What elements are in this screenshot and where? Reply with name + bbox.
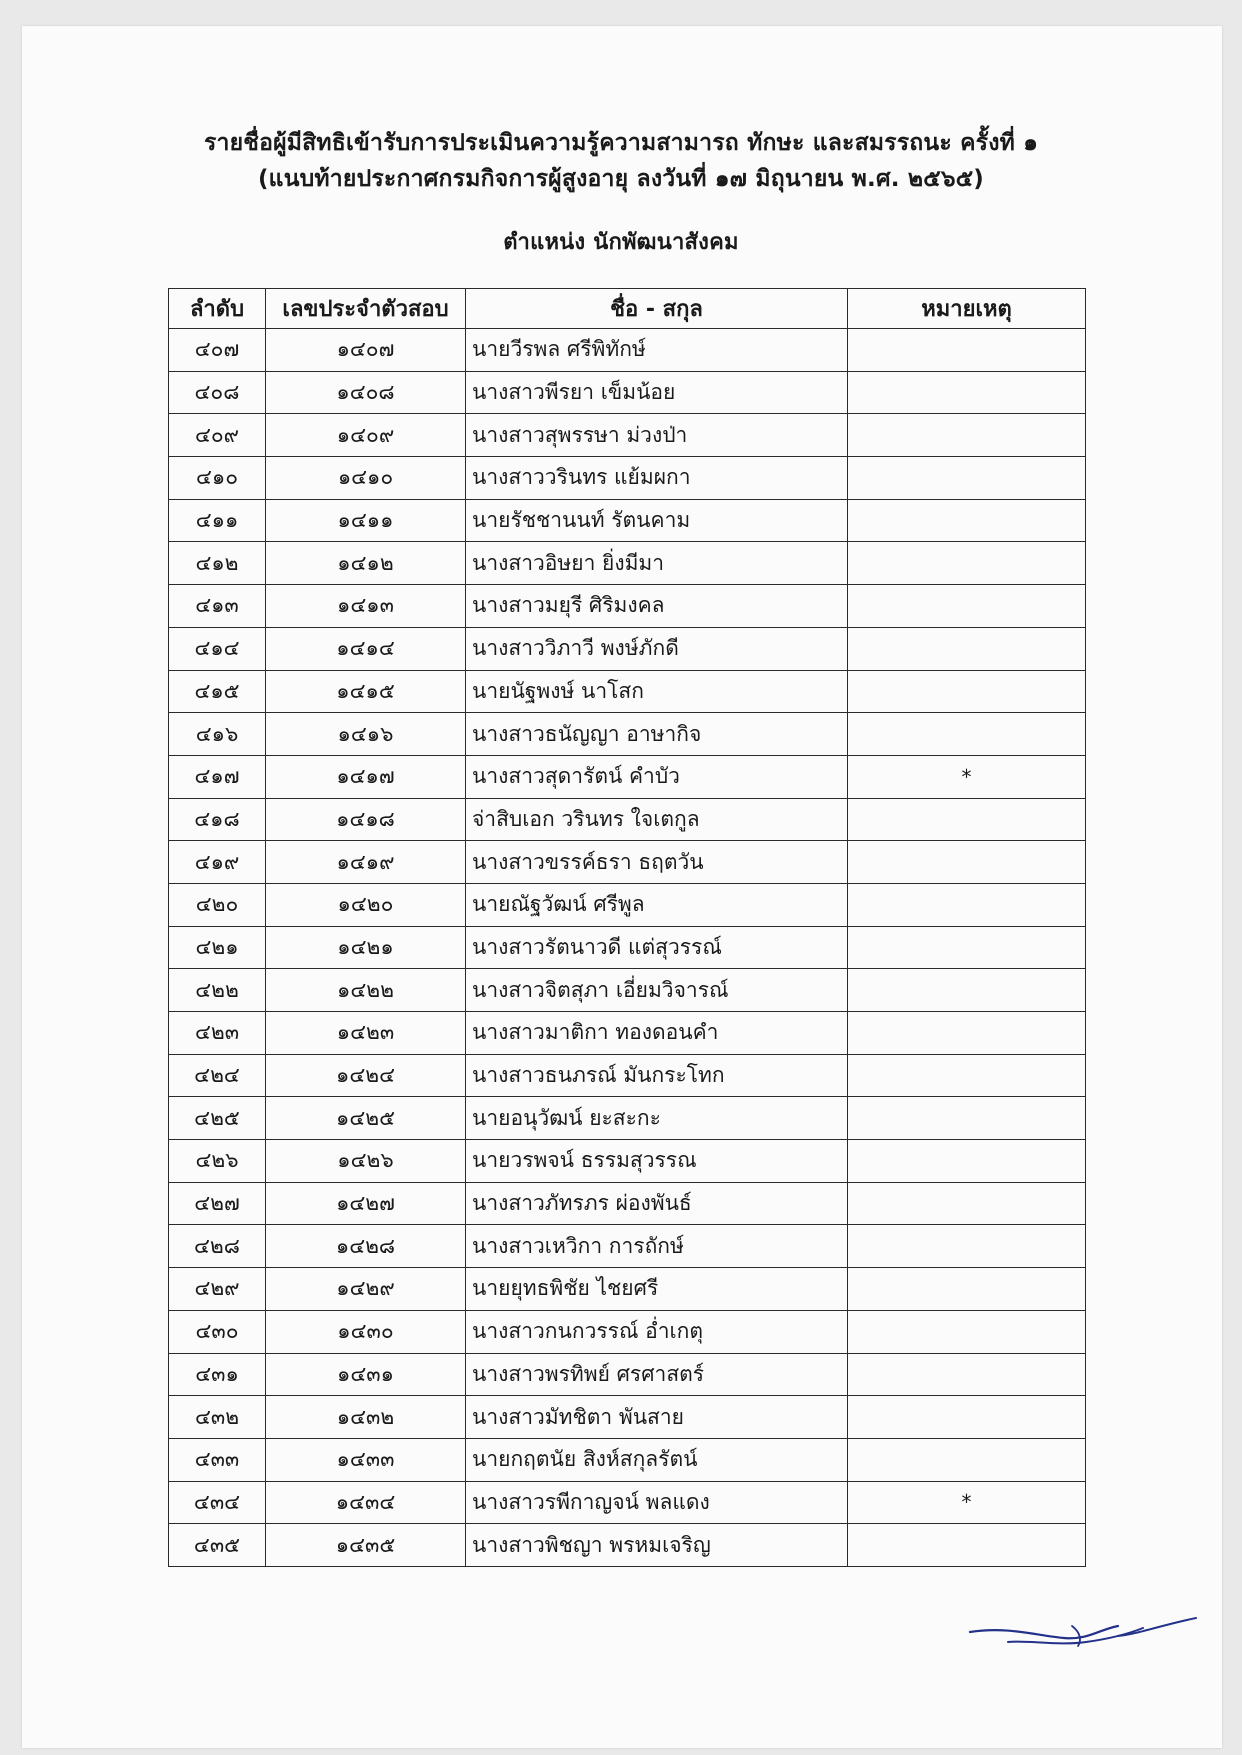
cell-sequence: ๔๒๔: [169, 1054, 266, 1097]
cell-remarks: [848, 1054, 1086, 1097]
cell-exam-id: ๑๔๑๔: [266, 627, 466, 670]
cell-full-name: นางสาวพิชญา พรหมเจริญ: [466, 1524, 848, 1567]
cell-full-name: นางสาวรพีกาญจน์ พลแดง: [466, 1481, 848, 1524]
cell-exam-id: ๑๔๒๔: [266, 1054, 466, 1097]
cell-sequence: ๔๑๖: [169, 713, 266, 756]
cell-sequence: ๔๒๙: [169, 1268, 266, 1311]
header-exam-id: เลขประจำตัวสอบ: [266, 289, 466, 329]
cell-exam-id: ๑๔๒๘: [266, 1225, 466, 1268]
cell-sequence: ๔๐๘: [169, 371, 266, 414]
cell-full-name: นางสาวมยุรี ศิริมงคล: [466, 585, 848, 628]
cell-sequence: ๔๑๓: [169, 585, 266, 628]
cell-full-name: นายวีรพล ศรีพิทักษ์: [466, 329, 848, 372]
cell-remarks: [848, 670, 1086, 713]
cell-sequence: ๔๑๙: [169, 841, 266, 884]
cell-exam-id: ๑๔๒๗: [266, 1182, 466, 1225]
cell-exam-id: ๑๔๒๑: [266, 926, 466, 969]
cell-remarks: [848, 1310, 1086, 1353]
table-row: [169, 329, 1086, 372]
cell-remarks: *: [848, 1481, 1086, 1524]
table-row: [169, 1481, 1086, 1524]
cell-full-name: นางสาวอิษยา ยิ่งมีมา: [466, 542, 848, 585]
header-sequence: ลำดับ: [169, 289, 266, 329]
table-row: [169, 755, 1086, 798]
cell-sequence: ๔๑๐: [169, 457, 266, 500]
table-row: [169, 542, 1086, 585]
cell-sequence: ๔๑๑: [169, 499, 266, 542]
cell-remarks: [848, 329, 1086, 372]
cell-exam-id: ๑๔๑๕: [266, 670, 466, 713]
cell-sequence: ๔๑๒: [169, 542, 266, 585]
cell-sequence: ๔๓๕: [169, 1524, 266, 1567]
cell-full-name: นางสาวมาติกา ทองดอนคำ: [466, 1012, 848, 1055]
cell-remarks: [848, 841, 1086, 884]
cell-sequence: ๔๓๑: [169, 1353, 266, 1396]
cell-exam-id: ๑๔๓๒: [266, 1396, 466, 1439]
cell-exam-id: ๑๔๓๕: [266, 1524, 466, 1567]
cell-sequence: ๔๐๙: [169, 414, 266, 457]
cell-full-name: นางสาวกนกวรรณ์ อ่ำเกตุ: [466, 1310, 848, 1353]
cell-sequence: ๔๑๘: [169, 798, 266, 841]
cell-exam-id: ๑๔๓๑: [266, 1353, 466, 1396]
cell-remarks: [848, 585, 1086, 628]
cell-exam-id: ๑๔๐๙: [266, 414, 466, 457]
cell-remarks: [848, 499, 1086, 542]
cell-sequence: ๔๓๐: [169, 1310, 266, 1353]
table-row: [169, 883, 1086, 926]
cell-full-name: นายอนุวัฒน์ ยะสะกะ: [466, 1097, 848, 1140]
table-row: [169, 1182, 1086, 1225]
cell-full-name: นายยุทธพิชัย ไชยศรี: [466, 1268, 848, 1311]
cell-remarks: [848, 798, 1086, 841]
table-row: [169, 1396, 1086, 1439]
cell-remarks: [848, 1268, 1086, 1311]
cell-exam-id: ๑๔๑๗: [266, 755, 466, 798]
cell-sequence: ๔๓๒: [169, 1396, 266, 1439]
cell-remarks: [848, 713, 1086, 756]
header-full-name: ชื่อ - สกุล: [466, 289, 848, 329]
table-body: [169, 329, 1086, 1567]
cell-full-name: นางสาวธนัญญา อาษากิจ: [466, 713, 848, 756]
table-row: [169, 1310, 1086, 1353]
cell-sequence: ๔๒๒: [169, 969, 266, 1012]
signature: [968, 1612, 1198, 1662]
cell-remarks: [848, 457, 1086, 500]
table-row: [169, 457, 1086, 500]
cell-full-name: นางสาวสุพรรษา ม่วงป่า: [466, 414, 848, 457]
cell-sequence: ๔๒๗: [169, 1182, 266, 1225]
cell-full-name: นายรัชชานนท์ รัตนคาม: [466, 499, 848, 542]
cell-full-name: นางสาวสุดารัตน์ คำบัว: [466, 755, 848, 798]
cell-sequence: ๔๐๗: [169, 329, 266, 372]
cell-full-name: นางสาวพรทิพย์ ศรศาสตร์: [466, 1353, 848, 1396]
cell-exam-id: ๑๔๑๙: [266, 841, 466, 884]
cell-exam-id: ๑๔๑๘: [266, 798, 466, 841]
table-row: [169, 499, 1086, 542]
cell-remarks: [848, 1097, 1086, 1140]
table-row: [169, 371, 1086, 414]
cell-full-name: นางสาวธนภรณ์ มันกระโทก: [466, 1054, 848, 1097]
cell-remarks: [848, 1396, 1086, 1439]
cell-sequence: ๔๑๗: [169, 755, 266, 798]
table-row: [169, 414, 1086, 457]
cell-full-name: นางสาววรินทร แย้มผกา: [466, 457, 848, 500]
table-row: [169, 1097, 1086, 1140]
cell-exam-id: ๑๔๒๒: [266, 969, 466, 1012]
table-row: [169, 1140, 1086, 1183]
cell-full-name: นางสาวเหวิกา การถักษ์: [466, 1225, 848, 1268]
table-row: [169, 713, 1086, 756]
cell-remarks: [848, 1225, 1086, 1268]
cell-exam-id: ๑๔๓๔: [266, 1481, 466, 1524]
table-row: [169, 627, 1086, 670]
cell-exam-id: ๑๔๒๓: [266, 1012, 466, 1055]
position-label: ตำแหน่ง นักพัฒนาสังคม: [503, 230, 739, 255]
cell-sequence: ๔๒๐: [169, 883, 266, 926]
cell-remarks: [848, 1140, 1086, 1183]
cell-remarks: *: [848, 755, 1086, 798]
table-row: [169, 1353, 1086, 1396]
cell-remarks: [848, 542, 1086, 585]
cell-exam-id: ๑๔๐๘: [266, 371, 466, 414]
cell-full-name: นางสาวขรรค์ธรา ธฤตวัน: [466, 841, 848, 884]
cell-sequence: ๔๑๕: [169, 670, 266, 713]
candidate-table: [168, 288, 1086, 1567]
cell-remarks: [848, 926, 1086, 969]
table-row: [169, 969, 1086, 1012]
table-row: [169, 1012, 1086, 1055]
cell-sequence: ๔๒๑: [169, 926, 266, 969]
cell-full-name: นางสาวจิตสุภา เอี่ยมวิจารณ์: [466, 969, 848, 1012]
cell-exam-id: ๑๔๓๐: [266, 1310, 466, 1353]
cell-full-name: นางสาวพีรยา เข็มน้อย: [466, 371, 848, 414]
cell-exam-id: ๑๔๒๙: [266, 1268, 466, 1311]
table-header-row: [169, 289, 1086, 329]
table-row: [169, 926, 1086, 969]
cell-remarks: [848, 414, 1086, 457]
cell-full-name: นายณัฐวัฒน์ ศรีพูล: [466, 883, 848, 926]
table-row: [169, 841, 1086, 884]
cell-remarks: [848, 1353, 1086, 1396]
cell-full-name: จ่าสิบเอก วรินทร ใจเตกูล: [466, 798, 848, 841]
header-remarks: หมายเหตุ: [848, 289, 1086, 329]
cell-remarks: [848, 883, 1086, 926]
cell-exam-id: ๑๔๑๑: [266, 499, 466, 542]
cell-full-name: นายนัฐพงษ์ นาโสก: [466, 670, 848, 713]
cell-sequence: ๔๒๕: [169, 1097, 266, 1140]
cell-remarks: [848, 1012, 1086, 1055]
cell-full-name: นางสาวภัทรภร ผ่องพันธ์: [466, 1182, 848, 1225]
cell-exam-id: ๑๔๑๖: [266, 713, 466, 756]
cell-sequence: ๔๒๖: [169, 1140, 266, 1183]
table-row: [169, 1225, 1086, 1268]
cell-exam-id: ๑๔๓๓: [266, 1438, 466, 1481]
table-row: [169, 1524, 1086, 1567]
cell-remarks: [848, 969, 1086, 1012]
cell-sequence: ๔๒๓: [169, 1012, 266, 1055]
cell-remarks: [848, 1524, 1086, 1567]
cell-exam-id: ๑๔๑๓: [266, 585, 466, 628]
cell-remarks: [848, 1438, 1086, 1481]
cell-exam-id: ๑๔๒๖: [266, 1140, 466, 1183]
cell-full-name: นางสาวมัทชิตา พันสาย: [466, 1396, 848, 1439]
cell-exam-id: ๑๔๑๐: [266, 457, 466, 500]
cell-full-name: นางสาวรัตนาวดี แต่สุวรรณ์: [466, 926, 848, 969]
cell-sequence: ๔๑๔: [169, 627, 266, 670]
table-row: [169, 798, 1086, 841]
cell-sequence: ๔๒๘: [169, 1225, 266, 1268]
cell-exam-id: ๑๔๐๗: [266, 329, 466, 372]
cell-exam-id: ๑๔๒๕: [266, 1097, 466, 1140]
table-row: [169, 585, 1086, 628]
table-row: [169, 1268, 1086, 1311]
table-row: [169, 1438, 1086, 1481]
document-subtitle: (แนบท้ายประกาศกรมกิจการผู้สูงอายุ ลงวันที่ ๑๗ มิถุนายน พ.ศ. ๒๕๖๕): [257, 166, 985, 192]
cell-full-name: นางสาววิภาวี พงษ์ภักดี: [466, 627, 848, 670]
document-title: รายชื่อผู้มีสิทธิเข้ารับการประเมินความรู้ความสามารถ ทักษะ และสมรรถนะ ครั้งที่ ๑: [203, 130, 1039, 156]
cell-sequence: ๔๓๓: [169, 1438, 266, 1481]
cell-sequence: ๔๓๔: [169, 1481, 266, 1524]
cell-remarks: [848, 371, 1086, 414]
cell-remarks: [848, 1182, 1086, 1225]
table-row: [169, 670, 1086, 713]
cell-exam-id: ๑๔๒๐: [266, 883, 466, 926]
table-row: [169, 1054, 1086, 1097]
cell-remarks: [848, 627, 1086, 670]
cell-exam-id: ๑๔๑๒: [266, 542, 466, 585]
cell-full-name: นายกฤตนัย สิงห์สกุลรัตน์: [466, 1438, 848, 1481]
cell-full-name: นายวรพจน์ ธรรมสุวรรณ: [466, 1140, 848, 1183]
